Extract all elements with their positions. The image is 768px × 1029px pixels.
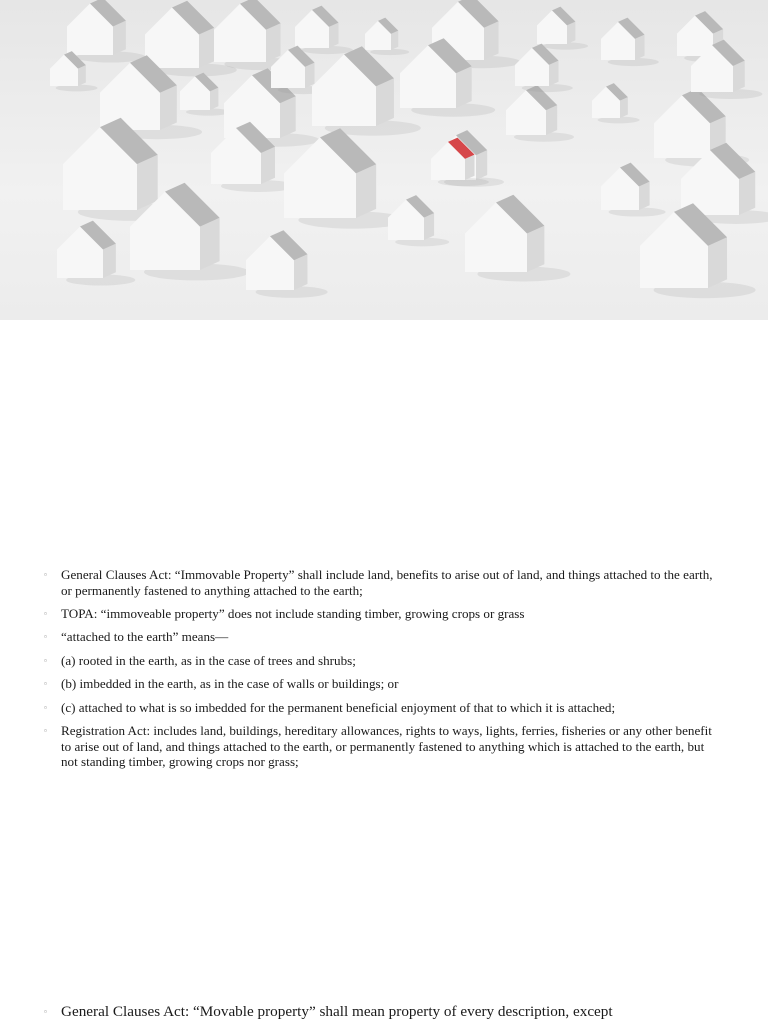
bullet-item xyxy=(44,676,714,692)
house-shape xyxy=(515,44,573,92)
house-shape xyxy=(601,163,666,217)
house-shape xyxy=(246,230,328,298)
bullet-marker: ▫ xyxy=(44,655,47,665)
bullet-item xyxy=(44,1003,714,1021)
house-shape xyxy=(601,18,659,66)
bullet-text: General Clauses Act: “Immovable Property” shall include land, benefits to arise out of land, and things attached to the earth, or permanently fastened to anything attached to the earth; xyxy=(61,567,713,598)
house-shape xyxy=(67,0,145,63)
house-shape xyxy=(295,6,353,54)
bullet-marker: ▫ xyxy=(44,632,47,642)
bullet-marker: ▫ xyxy=(44,1007,47,1016)
bullet-marker: ▫ xyxy=(44,725,47,735)
bullet-item xyxy=(44,653,714,669)
house-shape xyxy=(365,18,409,56)
house-shape xyxy=(57,221,135,286)
bullet-item xyxy=(44,723,714,770)
house-shape xyxy=(537,7,588,50)
house-shape xyxy=(465,195,570,282)
next-slide-bullet-list xyxy=(44,1003,714,1029)
bullet-item xyxy=(44,629,714,645)
bullet-text: Registration Act: includes land, buildings, hereditary allowances, rights to ways, lights, ferries, fisheries or any other benefit to arise out of land, and things attached to the earth, or permanently fastened to anything which is attached to the earth, but not standing timber, growing crops nor grass; xyxy=(61,722,712,770)
bullet-text: TOPA: “immoveable property” does not include standing timber, growing crops or grass xyxy=(61,605,525,621)
house-shape xyxy=(506,85,574,142)
bullet-item xyxy=(44,700,714,716)
bullet-text: General Clauses Act: “Movable property” shall mean property of every description, except xyxy=(61,1003,613,1020)
house-shape xyxy=(180,73,231,116)
house-shape xyxy=(388,195,449,246)
bullet-marker: ▫ xyxy=(44,570,47,579)
bullet-text: “attached to the earth” means— xyxy=(61,629,229,645)
bullet-marker: ▫ xyxy=(44,608,47,618)
house-shape xyxy=(592,83,640,123)
hero-image xyxy=(0,0,768,320)
bullet-marker: ▫ xyxy=(44,679,47,689)
bullet-marker: ▫ xyxy=(44,702,47,712)
bullet-item xyxy=(44,567,714,598)
bullet-text: (c) attached to what is so imbedded for the permanent beneficial enjoyment of that to which it is attached; xyxy=(61,699,616,715)
bullet-item xyxy=(44,606,714,622)
houses-illustration xyxy=(0,0,768,320)
slide-bullet-list xyxy=(44,567,714,778)
bullet-text: (a) rooted in the earth, as in the case of trees and shrubs; xyxy=(61,652,356,668)
bullet-text: (b) imbedded in the earth, as in the case of walls or buildings; or xyxy=(61,676,399,692)
